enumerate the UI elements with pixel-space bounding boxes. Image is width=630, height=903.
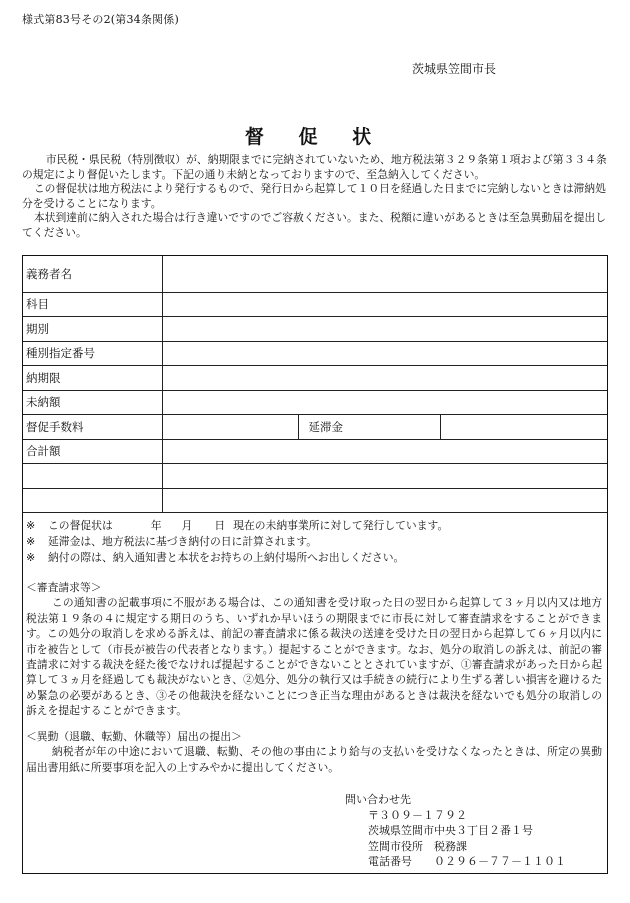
reminder-table [23,256,607,513]
intro-paragraph-1: 市民税・県民税（特別徴収）が、納期限までに完納されていないため、地方税法第３２９条第１項および第３３４条の規定により督促いたします。下記の通り未納となっておりますので、至急納入してください。 [22,153,607,181]
transfer-section [26,729,602,775]
intro-paragraph-3: 本状到達前に納入された場合は行き違いですのでご容赦ください。また、税額に違いがあるときは至急異動届を提出してください。 [22,211,607,239]
note-2 [26,534,604,550]
contact-office: 笠間市役所 税務課 [368,839,467,853]
note-1-day: 日 [214,519,226,532]
row-label-type-number: 種別指定番号 [23,341,162,366]
appeal-heading: ＜審査請求等＞ [26,581,102,594]
transfer-heading: ＜異動（退職、転勤、休職等）届出の提出＞ [26,730,242,743]
issuer-name: 茨城県笠間市長 [412,62,497,76]
transfer-body: 納税者が年の中途において退職、転勤、その他の事由により給与の支払いを受けなくなったときは、所定の異動届出書用紙に所要事項を記入の上すみやかに提出してください。 [26,745,602,774]
reminder-fee-value [162,415,298,440]
contact-postal: 〒３０９－１７９２ [368,808,467,822]
table-row [23,439,607,464]
contact-phone-label: 電話番号 [368,855,412,869]
contact-address: 茨城県笠間市中央３丁目２番１号 [368,824,533,838]
intro-paragraph-2: この督促状は地方税法により発行するもので、発行日から起算して１０日を経過した日までに完納しないときは滞納処分を受けることになります。 [22,182,606,210]
contact-phone-line [345,854,566,870]
contact-block [345,792,566,870]
obligor-value [162,256,607,292]
note-mark: ※ [26,519,36,532]
due-date-value [162,366,607,391]
table-row [23,390,607,415]
period-value [162,317,607,342]
table-row [23,341,607,366]
blank-label-1 [23,464,162,489]
subject-value [162,292,607,317]
note-3 [26,550,604,566]
row-label-unpaid: 未納額 [23,390,162,415]
note-2-text: 延滞金は、地方税法に基づき納付の日に計算されます。 [48,535,318,548]
unpaid-value [162,390,607,415]
table-row [23,415,607,440]
contact-heading: 問い合わせ先 [345,793,411,806]
note-1-year: 年 [150,519,162,532]
contact-phone: ０２９６－７７－１１０１ [434,855,566,869]
row-label-total: 合計額 [23,439,162,464]
row-label-period: 期別 [23,317,162,342]
blank-label-2 [23,488,162,513]
total-value [162,439,607,464]
row-label-obligor: 義務者名 [23,256,162,292]
table-row [23,464,607,489]
note-1-text-b: 現在の未納事業所に対して発行しています。 [233,519,449,532]
table-row [23,256,607,292]
form-number: 様式第83号その2(第34条関係) [22,13,179,26]
blank-value-2 [162,488,607,513]
row-label-delinquency: 延滞金 [298,415,440,440]
row-label-subject: 科目 [23,292,162,317]
table-row [23,292,607,317]
row-label-due-date: 納期限 [23,366,162,391]
intro-text [22,153,608,241]
note-1-text: この督促状は [48,519,113,532]
appeal-section [26,580,602,719]
document-title: 督 促 状 [244,126,386,148]
type-number-value [162,341,607,366]
table-row [23,488,607,513]
delinquency-value [440,415,607,440]
note-1-month: 月 [181,519,193,532]
table-row [23,366,607,391]
blank-value-1 [162,464,607,489]
note-mark: ※ [26,535,36,548]
note-mark: ※ [26,551,36,564]
table-row [23,317,607,342]
reminder-form-box [22,255,608,874]
appeal-body: この通知書の記載事項に不服がある場合は、この通知書を受け取った日の翌日から起算して３ヶ月以内又は地方税法第１９条の４に規定する期日のうち、いずれか早いほうの期限までに市長に対して審査請求をすることができます。この処分の取消しを求める訴えは、前記の審査請求に係る裁決の送達を受けた日の翌日から起算して６ヶ月以内に市を被告として（市長が被告の代表者となります。）提起することができます。なお、処分の取消しの訴えは、前記の審査請求に対する裁決を経た後でなければ提起することができないこととされていますが、①審査請求があった日から起算して３ヵ月を経過しても裁決がないとき、②処分、処分の執行又は手続きの続行により生ずる著しい損害を避けるため緊急の必要があるとき、③その他裁決を経ないことにつき正当な理由があるときは裁決を経ないでも処分の取消しの訴えを提起することができます。 [26,596,602,718]
row-label-reminder-fee: 督促手数料 [23,415,162,440]
notes [26,518,604,566]
note-1 [26,518,604,534]
note-3-text: 納付の際は、納入通知書と本状をお持ちの上納付場所へお出しください。 [48,551,405,564]
